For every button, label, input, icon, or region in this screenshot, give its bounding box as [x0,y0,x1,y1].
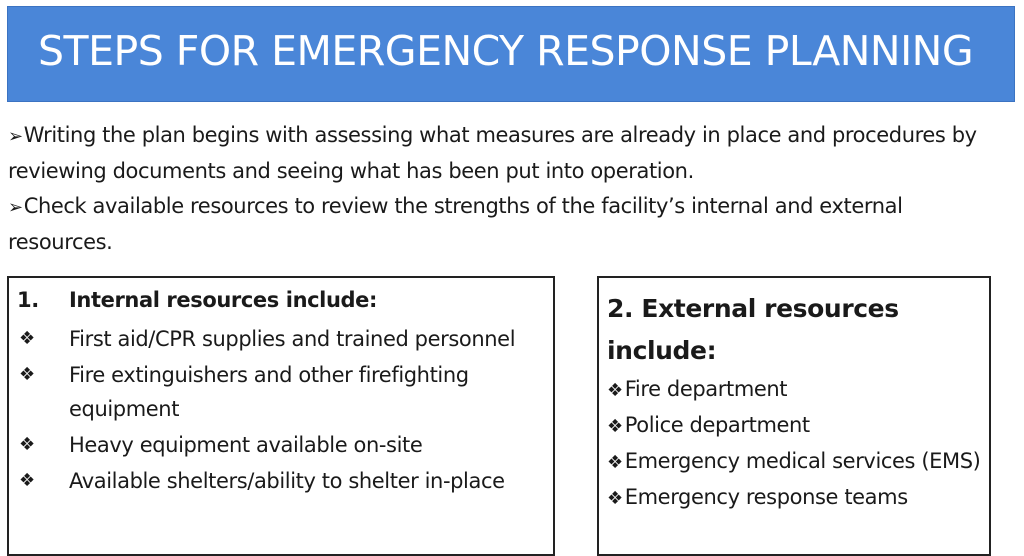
list-item [607,480,982,516]
list-item-text: Emergency medical services (EMS) [624,449,981,473]
list-item-text: Available shelters/ability to shelter in-place [69,469,505,493]
diamond-bullet-icon: ❖ [607,488,623,509]
diamond-bullet-icon: ❖ [19,470,35,491]
diamond-bullet-icon: ❖ [607,452,623,473]
intro-paragraph [8,118,1008,189]
list-item [17,428,547,462]
external-resources-heading: 2. External resources include: [607,294,899,365]
list-item [607,408,982,444]
diamond-bullet-icon: ❖ [607,416,623,437]
list-item [607,372,982,408]
page-title: STEPS FOR EMERGENCY RESPONSE PLANNING [38,27,974,75]
intro-text: Check available resources to review the strengths of the facility’s internal and external resources. [8,194,903,254]
title-banner [7,6,1015,102]
heading-text: Internal resources include: [69,288,377,312]
list-item [17,322,547,356]
list-item [17,358,547,426]
external-resources-box [597,276,991,556]
list-item-text: Fire department [624,377,788,401]
intro-section [8,118,1008,260]
diamond-bullet-icon: ❖ [19,328,35,349]
list-item-text: Fire extinguishers and other firefighting equipment [69,363,469,421]
diamond-bullet-icon: ❖ [19,364,35,385]
diamond-bullet-icon: ❖ [19,434,35,455]
heading-number: 1. [17,288,39,312]
list-item-text: Heavy equipment available on-site [69,433,423,457]
list-item [607,444,982,480]
diamond-bullet-icon: ❖ [607,380,623,401]
list-item-text: First aid/CPR supplies and trained personnel [69,327,516,351]
list-item-text: Emergency response teams [624,485,908,509]
arrow-bullet-icon: ➢ [8,126,23,147]
arrow-bullet-icon: ➢ [8,197,23,218]
internal-resources-list [17,322,547,500]
internal-resources-heading [17,288,377,312]
internal-resources-box [7,276,555,556]
intro-paragraph [8,189,1008,260]
list-item-text: Police department [624,413,810,437]
intro-text: Writing the plan begins with assessing what measures are already in place and procedures by reviewing documents and seeing what has been put into operation. [8,123,977,183]
list-item [17,464,547,498]
external-resources-list [607,372,982,516]
